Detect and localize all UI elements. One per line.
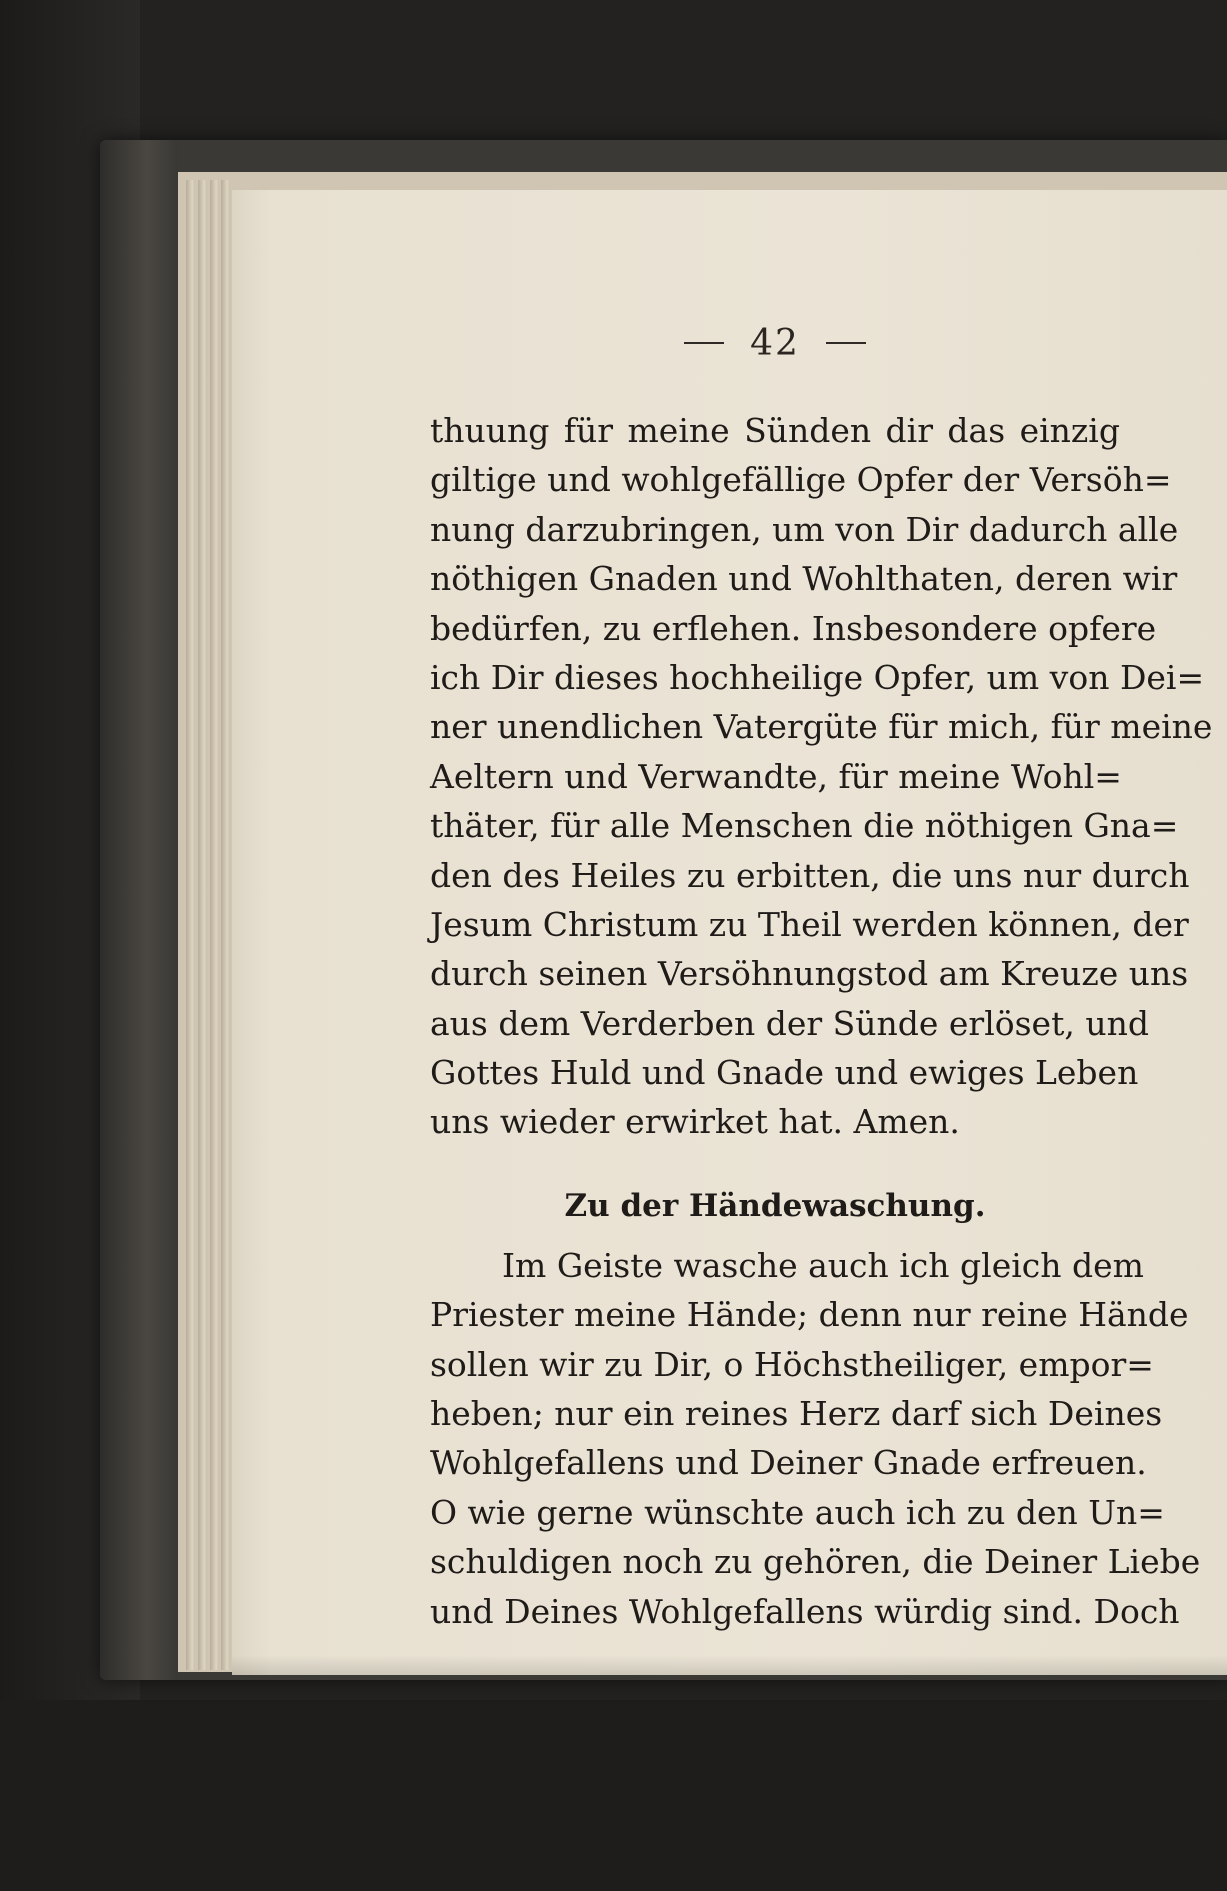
text-line: schuldigen noch zu gehören, die Deiner Liebe xyxy=(430,1542,1201,1582)
text-line: O wie gerne wünschte auch ich zu den Un= xyxy=(430,1492,1165,1532)
text-line: thäter, für alle Menschen die nöthigen Gna= xyxy=(430,806,1179,846)
text-line: ner unendlichen Vatergüte für mich, für meine xyxy=(430,707,1213,747)
paragraph-prayer xyxy=(430,406,1213,1147)
page-edge xyxy=(221,180,230,1670)
page-edge xyxy=(186,180,195,1670)
text-line: heben; nur ein reines Herz darf sich Deines xyxy=(430,1394,1163,1434)
paragraph-handwashing xyxy=(430,1241,1201,1636)
book-spine xyxy=(100,140,178,1680)
text-line: und Deines Wohlgefallens würdig sind. Doch xyxy=(430,1591,1180,1631)
header-dash-right xyxy=(826,342,866,344)
text-line: den des Heiles zu erbitten, die uns nur durch xyxy=(430,855,1190,895)
page-shadow xyxy=(232,1655,1227,1675)
page-text xyxy=(430,406,1213,1636)
text-line: Im Geiste wasche auch ich gleich dem xyxy=(502,1245,1144,1285)
text-line: Priester meine Hände; denn nur reine Hände xyxy=(430,1295,1189,1335)
section-heading: Zu der Händewaschung. xyxy=(564,1187,986,1224)
page-edge xyxy=(210,180,219,1670)
text-line: Aeltern und Verwandte, für meine Wohl= xyxy=(430,756,1122,796)
header-dash-left xyxy=(684,342,724,344)
text-line: bedürfen, zu erflehen. Insbesondere opfere xyxy=(430,608,1157,648)
text-line: sollen wir zu Dir, o Höchstheiliger, empor= xyxy=(430,1344,1154,1384)
text-line: Jesum Christum zu Theil werden können, der xyxy=(430,904,1189,944)
text-line: durch seinen Versöhnungstod am Kreuze uns xyxy=(430,954,1189,994)
text-line: uns wieder erwirket hat. Amen. xyxy=(430,1102,960,1142)
background-bottom xyxy=(0,1700,1227,1891)
text-line: thuung für meine Sünden dir das einzig xyxy=(430,411,1120,450)
text-line: giltige und wohlgefällige Opfer der Versöh= xyxy=(430,460,1172,500)
page-header xyxy=(660,318,890,368)
text-line: aus dem Verderben der Sünde erlöset, und xyxy=(430,1003,1149,1043)
page-edge xyxy=(198,180,207,1670)
text-line: nöthigen Gnaden und Wohlthaten, deren wir xyxy=(430,559,1178,599)
text-line: ich Dir dieses hochheilige Opfer, um von Dei= xyxy=(430,657,1205,697)
text-line: nung darzubringen, um von Dir dadurch alle xyxy=(430,509,1179,549)
text-line: Gottes Huld und Gnade und ewiges Leben xyxy=(430,1053,1139,1093)
page-number: 42 xyxy=(750,322,800,364)
text-line: Wohlgefallens und Deiner Gnade erfreuen. xyxy=(430,1443,1147,1483)
